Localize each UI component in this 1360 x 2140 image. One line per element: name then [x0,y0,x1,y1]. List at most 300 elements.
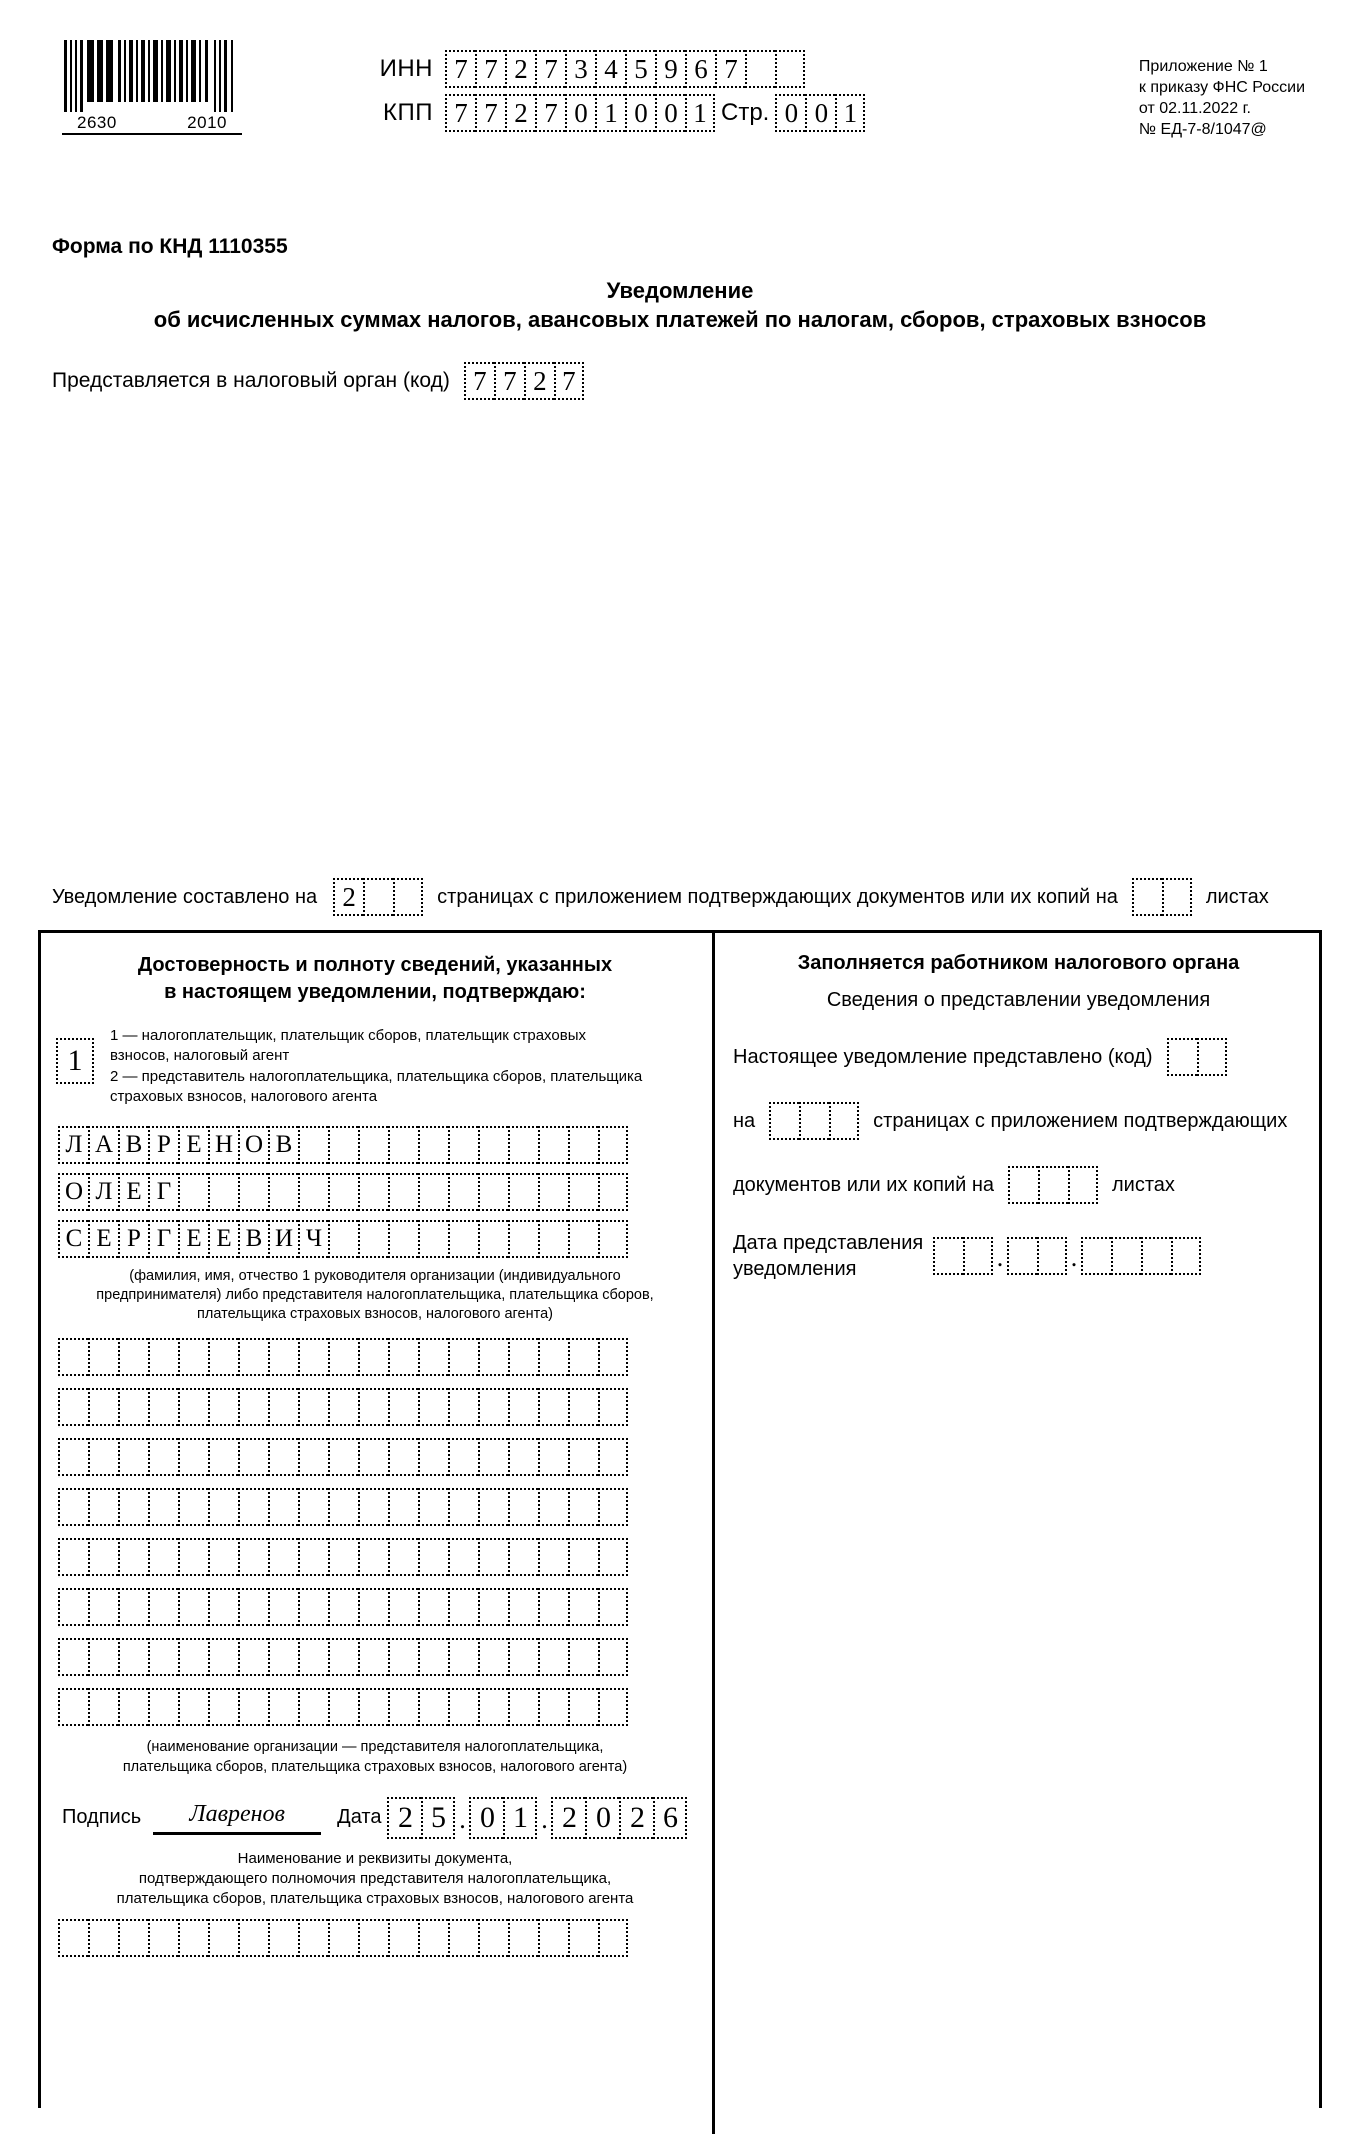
cell[interactable] [328,1919,358,1957]
cell[interactable] [478,1388,508,1426]
cell[interactable] [148,1588,178,1626]
cell[interactable] [358,1688,388,1726]
cell[interactable]: 0 [655,94,685,132]
cell[interactable] [208,1588,238,1626]
cell[interactable] [208,1688,238,1726]
cell[interactable] [799,1102,829,1140]
cell[interactable]: 1 [835,94,865,132]
cell[interactable] [208,1538,238,1576]
office-date-month-input[interactable] [1007,1237,1067,1275]
cell[interactable]: 7 [494,362,524,400]
cell[interactable] [568,1588,598,1626]
cell[interactable] [118,1438,148,1476]
cell[interactable]: Ч [298,1220,328,1258]
cell[interactable] [358,1126,388,1164]
cell[interactable] [568,1173,598,1211]
cell[interactable] [418,1126,448,1164]
cell[interactable] [268,1638,298,1676]
cell[interactable] [178,1538,208,1576]
cell[interactable]: 4 [595,50,625,88]
cell[interactable] [508,1638,538,1676]
cell[interactable] [238,1919,268,1957]
cell[interactable]: 6 [685,50,715,88]
cell[interactable] [418,1919,448,1957]
cell[interactable]: 7 [445,50,475,88]
cell[interactable] [118,1919,148,1957]
cell[interactable] [298,1488,328,1526]
cell[interactable] [568,1220,598,1258]
cell[interactable] [448,1438,478,1476]
cell[interactable] [208,1173,238,1211]
cell[interactable]: 0 [625,94,655,132]
cell[interactable] [268,1388,298,1426]
cell[interactable] [118,1338,148,1376]
cell[interactable] [775,50,805,88]
composed-sheets-input[interactable] [1132,878,1192,916]
organization-name-fields[interactable] [58,1338,712,1726]
cell[interactable]: 6 [653,1797,687,1839]
cell[interactable] [208,1438,238,1476]
cell[interactable]: 7 [475,94,505,132]
cell[interactable] [298,1919,328,1957]
cell[interactable] [448,1638,478,1676]
cell[interactable] [478,1688,508,1726]
cell[interactable] [478,1220,508,1258]
cell[interactable] [58,1688,88,1726]
cell[interactable] [328,1173,358,1211]
cell[interactable] [208,1488,238,1526]
cell[interactable] [268,1173,298,1211]
cell[interactable]: 1 [685,94,715,132]
cell[interactable]: Р [118,1220,148,1258]
cell[interactable] [118,1488,148,1526]
cell[interactable] [478,1919,508,1957]
cell[interactable]: Г [148,1173,178,1211]
cell[interactable] [148,1919,178,1957]
cell[interactable] [1141,1237,1171,1275]
cell[interactable] [178,1438,208,1476]
cell[interactable] [298,1338,328,1376]
cell[interactable] [178,1688,208,1726]
cell[interactable] [769,1102,799,1140]
cell[interactable] [328,1338,358,1376]
cell[interactable] [358,1919,388,1957]
cell[interactable] [178,1338,208,1376]
cell[interactable] [963,1237,993,1275]
cell[interactable] [508,1688,538,1726]
cell[interactable] [58,1919,88,1957]
cell[interactable] [238,1338,268,1376]
cell[interactable] [178,1919,208,1957]
cell[interactable] [388,1588,418,1626]
composed-pages-input[interactable] [333,878,423,916]
surname-input[interactable] [58,1126,712,1164]
cell[interactable] [478,1438,508,1476]
cell[interactable]: 5 [421,1797,455,1839]
cell[interactable] [538,1638,568,1676]
cell[interactable]: Л [88,1173,118,1211]
power-of-attorney-fields[interactable] [58,1919,712,1957]
cell[interactable] [298,1688,328,1726]
cell[interactable] [58,1538,88,1576]
cell[interactable] [88,1438,118,1476]
cell[interactable] [208,1638,238,1676]
cell[interactable] [568,1488,598,1526]
cell[interactable] [1197,1038,1227,1076]
cell[interactable] [118,1688,148,1726]
cell[interactable]: Л [58,1126,88,1164]
cell[interactable] [933,1237,963,1275]
cell[interactable] [598,1919,628,1957]
cell[interactable] [178,1638,208,1676]
organization-name-row[interactable] [58,1588,712,1626]
cell[interactable] [388,1173,418,1211]
cell[interactable]: В [118,1126,148,1164]
cell[interactable]: 2 [551,1797,585,1839]
cell[interactable]: 1 [595,94,625,132]
cell[interactable] [568,1338,598,1376]
cell[interactable] [598,1220,628,1258]
cell[interactable] [88,1919,118,1957]
cell[interactable] [298,1638,328,1676]
cell[interactable]: 1 [503,1797,537,1839]
cell[interactable] [1068,1166,1098,1204]
cell[interactable] [298,1126,328,1164]
cell[interactable] [538,1173,568,1211]
cell[interactable] [268,1438,298,1476]
cell[interactable] [448,1488,478,1526]
cell[interactable]: Е [178,1126,208,1164]
date-month-input[interactable] [469,1797,537,1839]
cell[interactable] [538,1220,568,1258]
cell[interactable] [298,1173,328,1211]
cell[interactable] [598,1588,628,1626]
cell[interactable] [388,1688,418,1726]
cell[interactable]: Е [178,1220,208,1258]
cell[interactable]: 5 [625,50,655,88]
cell[interactable] [358,1538,388,1576]
cell[interactable] [388,1488,418,1526]
office-pages-input[interactable] [769,1102,859,1140]
cell[interactable] [568,1638,598,1676]
cell[interactable] [328,1688,358,1726]
cell[interactable] [448,1173,478,1211]
cell[interactable] [358,1638,388,1676]
cell[interactable] [178,1173,208,1211]
cell[interactable] [358,1438,388,1476]
submission-code-input[interactable] [1167,1038,1227,1076]
cell[interactable] [568,1438,598,1476]
cell[interactable]: 7 [475,50,505,88]
cell[interactable] [358,1338,388,1376]
cell[interactable] [418,1688,448,1726]
cell[interactable] [88,1588,118,1626]
cell[interactable] [118,1638,148,1676]
cell[interactable] [88,1638,118,1676]
cell[interactable] [58,1488,88,1526]
cell[interactable] [363,878,393,916]
cell[interactable] [208,1388,238,1426]
cell[interactable] [268,1338,298,1376]
cell[interactable] [393,878,423,916]
cell[interactable] [208,1338,238,1376]
cell[interactable] [298,1388,328,1426]
cell[interactable] [328,1220,358,1258]
cell[interactable] [268,1588,298,1626]
cell[interactable]: 2 [619,1797,653,1839]
cell[interactable] [418,1173,448,1211]
cell[interactable] [88,1538,118,1576]
cell[interactable] [418,1438,448,1476]
cell[interactable] [538,1338,568,1376]
cell[interactable] [238,1538,268,1576]
cell[interactable] [178,1488,208,1526]
cell[interactable]: 0 [775,94,805,132]
cell[interactable] [508,1538,538,1576]
cell[interactable] [328,1388,358,1426]
cell[interactable]: 7 [715,50,745,88]
cell[interactable] [478,1638,508,1676]
cell[interactable]: 9 [655,50,685,88]
cell[interactable] [1081,1237,1111,1275]
cell[interactable] [538,1919,568,1957]
cell[interactable] [238,1588,268,1626]
cell[interactable]: И [268,1220,298,1258]
cell[interactable] [1162,878,1192,916]
organization-name-row[interactable] [58,1338,712,1376]
cell[interactable] [148,1488,178,1526]
cell[interactable]: В [238,1220,268,1258]
signer-type-input[interactable]: 1 [56,1038,94,1084]
cell[interactable] [238,1638,268,1676]
cell[interactable] [358,1588,388,1626]
cell[interactable] [508,1220,538,1258]
cell[interactable]: 7 [464,362,494,400]
cell[interactable] [388,1220,418,1258]
cell[interactable]: 2 [505,50,535,88]
cell[interactable] [148,1388,178,1426]
cell[interactable] [388,1538,418,1576]
cell[interactable] [328,1488,358,1526]
cell[interactable] [418,1538,448,1576]
cell[interactable] [238,1438,268,1476]
cell[interactable] [298,1588,328,1626]
cell[interactable] [388,1338,418,1376]
cell[interactable] [598,1388,628,1426]
cell[interactable] [238,1488,268,1526]
office-date-year-input[interactable] [1081,1237,1201,1275]
cell[interactable] [598,1538,628,1576]
cell[interactable] [88,1688,118,1726]
cell[interactable] [1111,1237,1141,1275]
cell[interactable]: 0 [805,94,835,132]
office-sheets-input[interactable] [1008,1166,1098,1204]
cell[interactable]: 2 [333,878,363,916]
organization-name-row[interactable] [58,1438,712,1476]
cell[interactable] [148,1688,178,1726]
cell[interactable] [178,1588,208,1626]
cell[interactable] [238,1388,268,1426]
cell[interactable] [1007,1237,1037,1275]
cell[interactable] [118,1538,148,1576]
cell[interactable] [478,1588,508,1626]
office-date-day-input[interactable] [933,1237,993,1275]
date-year-input[interactable] [551,1797,687,1839]
cell[interactable] [388,1638,418,1676]
cell[interactable] [148,1538,178,1576]
cell[interactable] [508,1438,538,1476]
cell[interactable] [358,1220,388,1258]
cell[interactable] [118,1388,148,1426]
signature-value[interactable]: Лавренов [153,1801,321,1835]
cell[interactable] [418,1338,448,1376]
cell[interactable] [448,1388,478,1426]
cell[interactable] [538,1488,568,1526]
patronymic-input[interactable] [58,1220,712,1258]
cell[interactable] [208,1919,238,1957]
cell[interactable] [448,1220,478,1258]
cell[interactable] [358,1388,388,1426]
cell[interactable] [1167,1038,1197,1076]
cell[interactable] [388,1438,418,1476]
cell[interactable]: А [88,1126,118,1164]
cell[interactable] [508,1588,538,1626]
cell[interactable]: Е [118,1173,148,1211]
cell[interactable] [148,1338,178,1376]
cell[interactable] [418,1638,448,1676]
cell[interactable] [598,1173,628,1211]
organization-name-row[interactable] [58,1638,712,1676]
cell[interactable]: 7 [445,94,475,132]
cell[interactable] [238,1173,268,1211]
organization-name-row[interactable] [58,1388,712,1426]
cell[interactable] [328,1588,358,1626]
cell[interactable] [1171,1237,1201,1275]
cell[interactable]: Г [148,1220,178,1258]
cell[interactable] [358,1173,388,1211]
cell[interactable]: Н [208,1126,238,1164]
cell[interactable] [328,1638,358,1676]
cell[interactable] [478,1488,508,1526]
cell[interactable]: Е [208,1220,238,1258]
cell[interactable] [478,1538,508,1576]
cell[interactable] [508,1338,538,1376]
cell[interactable] [1132,878,1162,916]
cell[interactable]: 7 [535,94,565,132]
cell[interactable] [268,1688,298,1726]
cell[interactable] [88,1488,118,1526]
cell[interactable] [238,1688,268,1726]
cell[interactable] [298,1538,328,1576]
inn-input[interactable] [445,50,805,88]
cell[interactable] [448,1588,478,1626]
cell[interactable] [448,1338,478,1376]
cell[interactable] [538,1588,568,1626]
cell[interactable]: 0 [565,94,595,132]
cell[interactable] [418,1220,448,1258]
cell[interactable]: Е [88,1220,118,1258]
cell[interactable] [598,1488,628,1526]
page-number-input[interactable] [775,94,865,132]
cell[interactable]: 2 [387,1797,421,1839]
cell[interactable] [829,1102,859,1140]
tax-authority-code-input[interactable] [464,362,584,400]
organization-name-row[interactable] [58,1488,712,1526]
cell[interactable] [328,1438,358,1476]
cell[interactable] [478,1173,508,1211]
cell[interactable] [418,1488,448,1526]
cell[interactable]: 7 [554,362,584,400]
cell[interactable] [538,1388,568,1426]
cell[interactable] [508,1388,538,1426]
cell[interactable]: 3 [565,50,595,88]
cell[interactable] [268,1488,298,1526]
cell[interactable]: О [58,1173,88,1211]
cell[interactable] [418,1388,448,1426]
cell[interactable] [508,1126,538,1164]
cell[interactable] [448,1688,478,1726]
cell[interactable] [268,1538,298,1576]
cell[interactable] [478,1338,508,1376]
cell[interactable]: 2 [505,94,535,132]
cell[interactable]: 7 [535,50,565,88]
cell[interactable] [268,1919,298,1957]
power-of-attorney-row[interactable] [58,1919,712,1957]
cell[interactable] [298,1438,328,1476]
cell[interactable] [358,1488,388,1526]
cell[interactable] [598,1126,628,1164]
cell[interactable] [328,1538,358,1576]
cell[interactable] [538,1688,568,1726]
cell[interactable] [88,1338,118,1376]
cell[interactable] [388,1126,418,1164]
organization-name-row[interactable] [58,1538,712,1576]
cell[interactable] [568,1388,598,1426]
cell[interactable] [418,1588,448,1626]
cell[interactable] [598,1338,628,1376]
cell[interactable] [598,1438,628,1476]
cell[interactable] [58,1588,88,1626]
cell[interactable] [388,1388,418,1426]
firstname-input[interactable] [58,1173,712,1211]
cell[interactable] [448,1126,478,1164]
cell[interactable] [568,1538,598,1576]
cell[interactable] [1038,1166,1068,1204]
kpp-input[interactable] [445,94,715,132]
cell[interactable] [58,1338,88,1376]
cell[interactable] [1008,1166,1038,1204]
cell[interactable]: Р [148,1126,178,1164]
cell[interactable] [88,1388,118,1426]
cell[interactable] [598,1638,628,1676]
cell[interactable]: 0 [585,1797,619,1839]
cell[interactable] [448,1538,478,1576]
cell[interactable] [58,1638,88,1676]
cell[interactable] [508,1488,538,1526]
cell[interactable] [568,1688,598,1726]
cell[interactable]: О [238,1126,268,1164]
date-day-input[interactable] [387,1797,455,1839]
cell[interactable] [58,1388,88,1426]
cell[interactable] [118,1588,148,1626]
cell[interactable] [148,1638,178,1676]
cell[interactable]: С [58,1220,88,1258]
cell[interactable] [745,50,775,88]
cell[interactable] [568,1126,598,1164]
cell[interactable]: 2 [524,362,554,400]
cell[interactable] [538,1126,568,1164]
organization-name-row[interactable] [58,1688,712,1726]
